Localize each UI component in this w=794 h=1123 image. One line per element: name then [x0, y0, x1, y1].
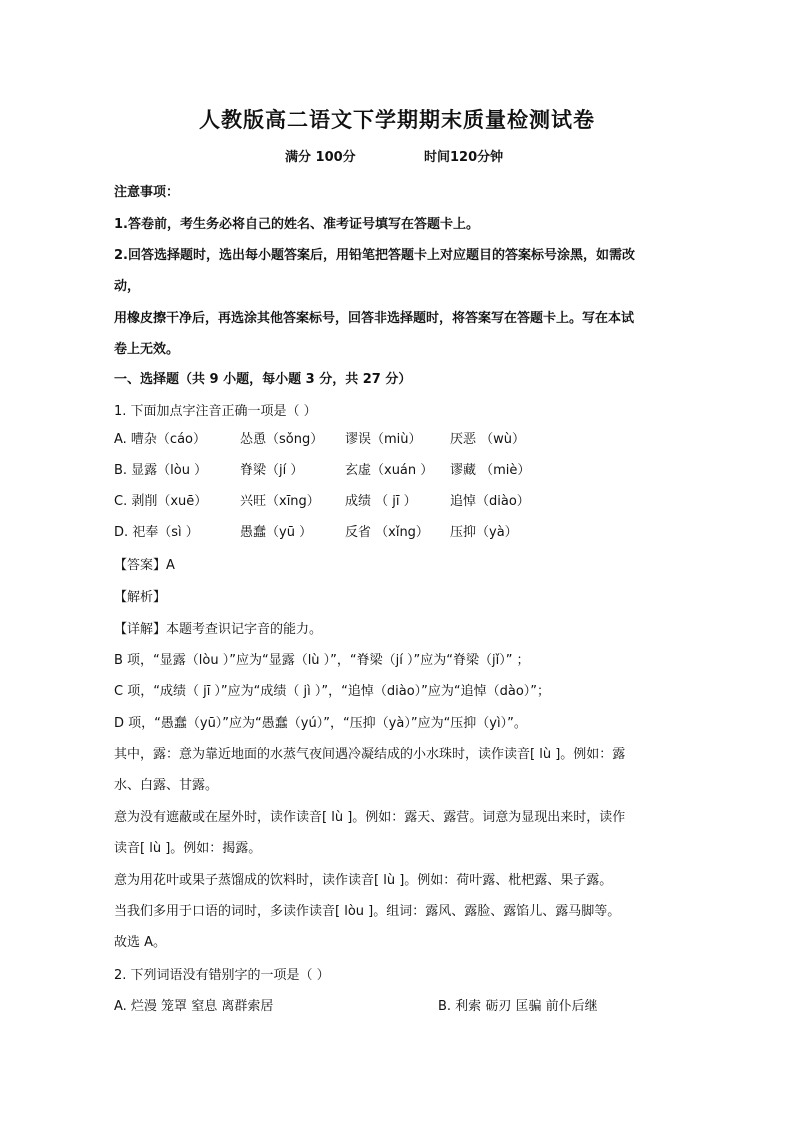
- q1-lu-3: 意为用花叶或果子蒸馏成的饮料时，读作读音[ lù ]。例如：荷叶露、枇杷露、果子露。: [114, 873, 613, 888]
- q1-option-d-4: 压抑（yà）: [450, 525, 518, 540]
- q1-option-b-1: B. 显露（lòu ）: [114, 463, 208, 478]
- q1-option-d-3: 反省 （xǐng）: [345, 525, 429, 540]
- q1-lu-2b: 读音[ lù ]。例如：揭露。: [114, 841, 262, 856]
- note-2-line-2: 动，: [114, 279, 141, 294]
- question-1-stem: 1. 下面加点字注音正确一项是（ ）: [114, 404, 317, 419]
- q1-option-a-1: A. 嘈杂（cáo）: [114, 432, 206, 447]
- q1-analysis-heading: 【解析】: [114, 590, 167, 605]
- q2-option-a: A. 烂漫 笼罩 窒息 离群索居: [114, 999, 274, 1014]
- q1-explain-c: C 项，“成绩（ jī ）”应为“成绩（ jì ）”，“追悼（diào）”应为“追悼（dào）”；: [114, 684, 551, 699]
- q1-option-a-4: 厌恶 （wù）: [450, 432, 526, 447]
- q1-explain-b: B 项，“显露（lòu ）”应为“显露（lù ）”，“脊梁（jí ）”应为“脊梁（jǐ）” ；: [114, 653, 530, 668]
- q1-answer: 【答案】A: [114, 558, 175, 573]
- q1-option-c-2: 兴旺（xīng）: [240, 494, 320, 509]
- q1-option-c-3: 成绩 （ jī ）: [345, 494, 417, 509]
- q1-conclusion: 故选 A。: [114, 935, 167, 950]
- q2-option-b: B. 利索 砺刃 匡骗 前仆后继: [438, 999, 598, 1014]
- note-2-line-4: 卷上无效。: [114, 342, 180, 357]
- q1-option-b-2: 脊梁（jí ）: [240, 463, 304, 478]
- time-label: 时间120分钟: [424, 150, 504, 165]
- note-2-line-1: 2.回答选择题时，选出每小题答案后，用铅笔把答题卡上对应题目的答案标号涂黑，如需改: [114, 248, 635, 263]
- question-2-stem: 2. 下列词语没有错别字的一项是（ ）: [114, 968, 330, 983]
- q1-option-b-4: 谬藏 （miè）: [450, 463, 531, 478]
- q1-option-d-1: D. 祀奉（sì ）: [114, 525, 199, 540]
- q1-lu-1b: 水、白露、甘露。: [114, 778, 219, 793]
- q1-option-c-1: C. 剥削（xuē）: [114, 494, 208, 509]
- q1-option-b-3: 玄虚（xuán ）: [345, 463, 434, 478]
- section-heading: 一、选择题（共 9 小题，每小题 3 分，共 27 分）: [114, 372, 412, 387]
- score-label: 满分 100分: [285, 150, 356, 165]
- page-title: 人教版高二语文下学期期末质量检测试卷: [199, 107, 595, 132]
- q1-lu-4: 当我们多用于口语的词时，多读作读音[ lòu ]。组词：露风、露脸、露馅儿、露马脚等。: [114, 904, 621, 919]
- note-1: 1.答卷前，考生务必将自己的姓名、准考证号填写在答题卡上。: [114, 217, 479, 232]
- note-2-line-3: 用橡皮擦干净后，再选涂其他答案标号，回答非选择题时，将答案写在答题卡上。写在本试: [114, 311, 635, 326]
- q1-lu-2a: 意为没有遮蔽或在屋外时，读作读音[ lù ]。例如：露天、露营。词意为显现出来时，读作: [114, 810, 626, 825]
- q1-option-a-2: 怂恿（sǒng）: [240, 432, 324, 447]
- notes-heading: 注意事项：: [114, 185, 180, 200]
- q1-lu-1a: 其中，露：意为靠近地面的水蒸气夜间遇冷凝结成的小水珠时，读作读音[ lù ]。例如：露: [114, 747, 626, 762]
- q1-option-a-3: 谬误（miù）: [345, 432, 422, 447]
- q1-detail: 【详解】本题考查识记字音的能力。: [114, 622, 323, 637]
- q1-explain-d: D 项，“愚蠢（yū）”应为“愚蠢（yú）”，“压抑（yà）”应为“压抑（yì）”。: [114, 716, 527, 731]
- q1-option-c-4: 追悼（diào）: [450, 494, 530, 509]
- q1-option-d-2: 愚蠢（yū ）: [240, 525, 313, 540]
